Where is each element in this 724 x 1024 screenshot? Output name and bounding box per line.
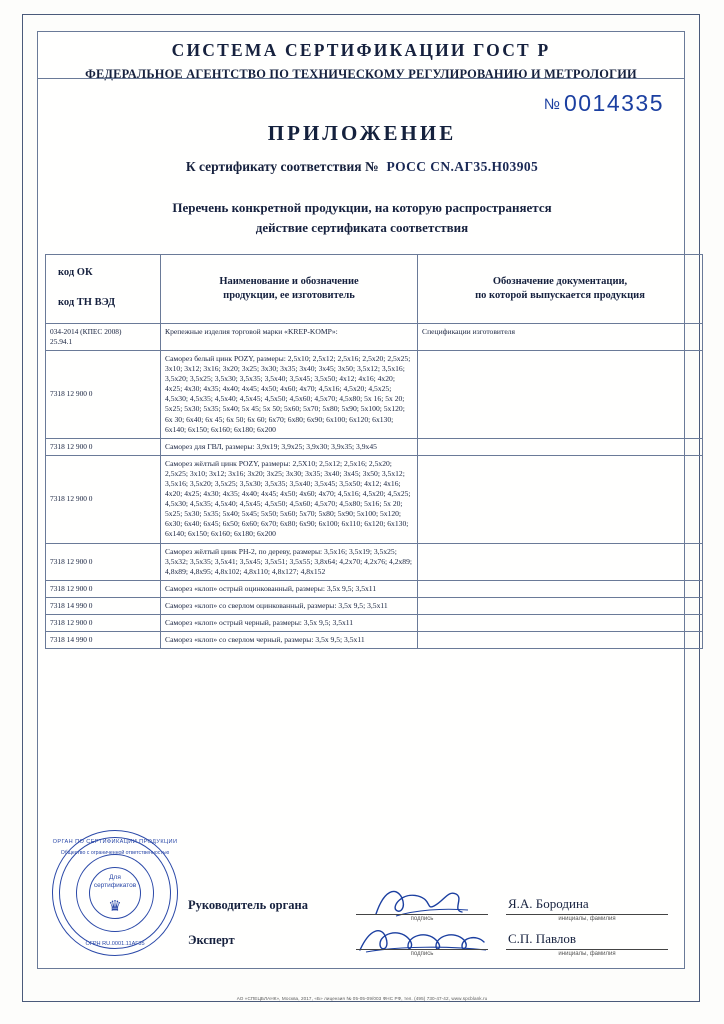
row-doc bbox=[418, 632, 703, 649]
row-code: 7318 14 990 0 bbox=[46, 597, 161, 614]
row-code: 7318 14 990 0 bbox=[46, 632, 161, 649]
number-value: 0014335 bbox=[563, 90, 664, 116]
row-code bbox=[46, 324, 161, 351]
signature-expert-caption: подпись bbox=[410, 951, 434, 957]
row-doc bbox=[418, 455, 703, 543]
row-name: Саморез «клоп» острый черный, размеры: 3,5х 9,5; 3,5х11 bbox=[161, 615, 418, 632]
row-doc bbox=[418, 615, 703, 632]
printer-footer-note: АО «СПЕЦБЛАНК», Москва, 2017, «Б» лицензия № 05-05-09/003 ФНС РФ, тел. (495) 730-47-42, www.spcblank.ru bbox=[236, 996, 488, 1001]
row-doc: Спецификации изготовителя bbox=[418, 324, 703, 351]
certification-stamp bbox=[52, 830, 178, 956]
name-expert-caption: инициалы, фамилия bbox=[558, 951, 616, 957]
signature-head-caption: подпись bbox=[410, 916, 434, 922]
certificate-prefix: К сертификату соответствия № bbox=[185, 159, 379, 174]
subtitle-line-2: действие сертификата соответствия bbox=[255, 219, 469, 235]
row-name: Крепежные изделия торговой марки «KREP-KOMP»: bbox=[161, 324, 418, 351]
header-name-line-1: Наименование и обозначение bbox=[219, 275, 359, 287]
row-code: 7318 12 900 0 bbox=[46, 615, 161, 632]
stamp-center-line-2: сертификатов bbox=[93, 882, 137, 890]
table-head bbox=[46, 255, 703, 324]
row-doc bbox=[418, 438, 703, 455]
row-code: 7318 12 900 0 bbox=[46, 350, 161, 438]
role-expert-label: Эксперт bbox=[188, 933, 235, 947]
stamp-center-line-1: Для bbox=[109, 874, 121, 881]
table-row bbox=[46, 324, 703, 351]
row-name: Саморез «клоп» острый оцинкованный, размеры: 3,5х 9,5; 3,5х11 bbox=[161, 580, 418, 597]
table-row bbox=[46, 455, 703, 543]
subtitle-line-1: Перечень конкретной продукции, на которую распространяется bbox=[172, 200, 552, 215]
row-doc bbox=[418, 350, 703, 438]
header-code-tnved: код ТН ВЭД bbox=[58, 296, 116, 308]
page-title: ПРИЛОЖЕНИЕ bbox=[267, 121, 457, 145]
document-header bbox=[38, 32, 684, 82]
products-table bbox=[45, 254, 703, 649]
stamp-arc-bottom-text: ОГРН RU.0001.11АГ35 bbox=[85, 941, 145, 947]
name-expert: С.П. Павлов bbox=[508, 931, 577, 946]
role-head-label: Руководитель органа bbox=[188, 898, 308, 912]
row-code-line-1: 034-2014 (КПЕС 2008) bbox=[50, 327, 122, 336]
header-code-ok: код ОК bbox=[58, 267, 93, 278]
document-subtitle bbox=[0, 198, 724, 237]
table-row bbox=[46, 615, 703, 632]
stamp-center-text bbox=[85, 874, 145, 890]
header-doc-line-2: по которой выпускается продукция bbox=[475, 290, 645, 301]
certificate-reference bbox=[0, 159, 724, 175]
stamp-emblem-icon: ♛ bbox=[108, 899, 122, 915]
signature-expert-line bbox=[356, 949, 488, 950]
row-code-line-2: 25.94.1 bbox=[50, 336, 73, 346]
stamp-arc-top-text: ОРГАН ПО СЕРТИФИКАЦИИ ПРОДУКЦИИ bbox=[52, 839, 178, 845]
table-row bbox=[46, 438, 703, 455]
row-name: Саморез для ГВЛ, размеры: 3,9x19; 3,9x25; 3,9x30; 3,9x35; 3,9x45 bbox=[161, 438, 418, 455]
header-divider bbox=[38, 78, 684, 79]
row-code: 7318 12 900 0 bbox=[46, 455, 161, 543]
system-title: СИСТЕМА СЕРТИФИКАЦИИ ГОСТ Р bbox=[171, 40, 551, 60]
header-documentation bbox=[418, 255, 703, 324]
table-row bbox=[46, 580, 703, 597]
row-name: Саморез жёлтый цинк POZY, размеры: 2,5X10; 2,5x12; 2,5x16; 2,5x20; 2,5x25; 3x10; 3x12; 3x16; 3x20; 3x25; 3x30; 3x35; 3x40; 3x45; 3x50; 3,5x12; 3,5x16; 3,5x20; 3,5x25; 3,5x30; 3,5x35; 3,5x40; 3,5x45; 3,5x50; 4x12; 4x16; 4x20; 4x25; 4x30; 4x35; 4x40; 4x45; 4x50; 4x60; 4x70; 4,5x16; 4,5x20; 4,5x25; 4,5x30; 4,5x35; 4,5x40; 4,5x45; 4,5x50; 4,5x60; 4,5x70; 4,5x80; 5х16; 5х 20; 5х25; 5х30; 5х35; 5х40; 5х45; 5х50; 5х60; 5х70; 5х80; 5х90; 5х100; 5х120; 6х30; 6х40; 6х45; 6х50; 6х60; 6х70; 6х80; 6х90; 6х100; 6х110; 6х120; 6х130; 6х140; 6х150; 6х160; 6х180; 6х200 bbox=[161, 455, 418, 543]
signature-area bbox=[38, 830, 684, 969]
header-name-line-2: продукции, ее изготовитель bbox=[223, 290, 355, 301]
table-row bbox=[46, 543, 703, 580]
table-row bbox=[46, 597, 703, 614]
row-name: Саморез «клоп» со сверлом черный, размеры: 3,5х 9,5; 3,5х11 bbox=[161, 632, 418, 649]
header-product-name bbox=[161, 255, 418, 324]
table-row bbox=[46, 632, 703, 649]
row-code: 7318 12 900 0 bbox=[46, 580, 161, 597]
row-code: 7318 12 900 0 bbox=[46, 438, 161, 455]
header-code-cell bbox=[46, 255, 161, 324]
number-label: № bbox=[543, 96, 561, 113]
blank-number bbox=[544, 90, 664, 117]
row-code: 7318 12 900 0 bbox=[46, 543, 161, 580]
row-name: Саморез белый цинк POZY, размеры: 2,5x10; 2,5x12; 2,5x16; 2,5x20; 2,5x25; 3x10; 3x12; 3x16; 3x20; 3x25; 3x30; 3x35; 3x40; 3x45; 3x50; 3,5x12; 3,5x16; 3,5x20; 3,5x25; 3,5x30; 3,5x35; 3,5x40; 3,5x45; 3,5x50; 4x12; 4x16; 4x20; 4x25; 4x30; 4x35; 4x40; 4x45; 4x50; 4x60; 4x70; 4,5x16; 4,5x20; 4,5x25; 4,5x30; 4,5x35; 4,5x40; 4,5x45; 4,5x50; 4,5x60; 4,5x70; 4,5x80; 5х 16; 5х 20; 5х25; 5х30; 5х35; 5х40; 5х 45; 5х 50; 5х60; 5х70; 5х80; 5х90; 5х100; 5х120; 6х 30; 6х40; 6х 45; 6х 50; 6х 60; 6х70; 6х80; 6х90; 6х100; 6х120; 6х130; 6х140; 6х150; 6х160; 6х180; 6х200 bbox=[161, 350, 418, 438]
name-expert-line bbox=[506, 949, 668, 950]
table-body bbox=[46, 324, 703, 649]
row-doc bbox=[418, 580, 703, 597]
table-header-row bbox=[46, 255, 703, 324]
table-row bbox=[46, 350, 703, 438]
name-head-line bbox=[506, 914, 668, 915]
row-name: Саморез жёлтый цинк РН-2, по дереву, размеры: 3,5x16; 3,5x19; 3,5x25; 3,5x32; 3,5x35; 3,5x41; 3,5x45; 3,5x51; 3,5x55; 3,8x64; 4,2x70; 4,2x76; 4,2x89; 4,8x89; 4,8x95; 4,8x102; 4,8x110; 4,8x127; 4,8x152 bbox=[161, 543, 418, 580]
row-doc bbox=[418, 543, 703, 580]
certificate-number: РОСС CN.АГ35.Н03905 bbox=[386, 159, 539, 174]
agency-title: ФЕДЕРАЛЬНОЕ АГЕНТСТВО ПО ТЕХНИЧЕСКОМУ РЕГУЛИРОВАНИЮ И МЕТРОЛОГИИ bbox=[85, 67, 637, 81]
name-head-caption: инициалы, фамилия bbox=[558, 916, 616, 922]
stamp-arc-second-text: Общество с ограниченной ответственностью bbox=[60, 850, 170, 856]
row-name: Саморез «клоп» со сверлом оцинкованный, размеры: 3,5х 9,5; 3,5х11 bbox=[161, 597, 418, 614]
signature-head-line bbox=[356, 914, 488, 915]
row-doc bbox=[418, 597, 703, 614]
header-doc-line-1: Обозначение документации, bbox=[492, 275, 628, 287]
name-head: Я.А. Бородина bbox=[508, 896, 589, 911]
